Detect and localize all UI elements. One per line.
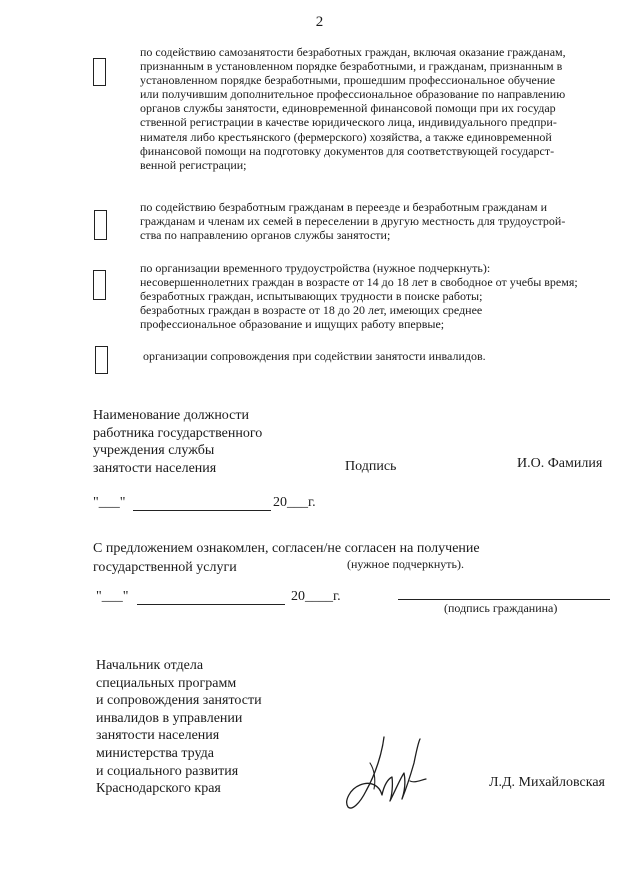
citizen-signature-line[interactable] <box>398 599 610 600</box>
text-line: несовершеннолетних граждан в возрасте от 14 до 18 лет в свободное от учебы время; <box>140 275 578 290</box>
name-label: И.О. Фамилия <box>517 456 603 471</box>
agreement-line: С предложением ознакомлен, согласен/не согласен на получение <box>93 541 480 556</box>
text-line: учреждения службы <box>93 443 215 459</box>
text-line: по содействию самозанятости безработных граждан, включая оказание гражданам, <box>140 45 566 59</box>
text-line: и социального развития <box>96 763 239 779</box>
text-line: или получившим дополнительное профессиональное образование по направлению <box>140 87 566 102</box>
text-line: финансовой помощи на подготовку документов для соответствующей государст- <box>140 143 555 158</box>
date-day-quote: "___" <box>93 495 126 510</box>
item-text-temporary-employment <box>140 261 578 331</box>
text-line: безработных граждан в возрасте от 18 до 20 лет, имеющих среднее <box>140 303 483 318</box>
text-line: занятости населения <box>96 728 220 744</box>
text-line: нимателя либо крестьянского (фермерского) хозяйства, а также единовременной <box>140 129 552 144</box>
text-line: специальных программ <box>96 675 237 691</box>
date-month-line[interactable] <box>137 604 285 605</box>
text-line: по содействию безработным гражданам в переезде и безработным гражданам и <box>140 200 548 214</box>
text-line: инвалидов в управлении <box>96 710 243 726</box>
checkbox[interactable] <box>94 210 107 240</box>
employee-position <box>93 407 262 477</box>
signature-label: Подпись <box>345 459 397 474</box>
head-name: Л.Д. Михайловская <box>489 775 605 790</box>
text-line: Наименование должности <box>93 408 249 423</box>
head-position <box>96 657 262 798</box>
checkbox[interactable] <box>93 270 106 300</box>
date-year: 20___г. <box>273 495 316 510</box>
text-line: венной регистрации; <box>140 157 247 172</box>
agreement-note: (нужное подчеркнуть). <box>347 557 464 571</box>
text-line: министерства труда <box>96 745 214 761</box>
text-line: и сопровождения занятости <box>96 693 262 709</box>
text-line: по организации временного трудоустройства (нужное подчеркнуть): <box>140 261 491 275</box>
text-line: ственной регистрации в качестве юридического лица, индивидуального предпри- <box>140 115 557 130</box>
page-number: 2 <box>315 14 324 30</box>
text-line: профессиональное образование и ищущих работу впервые; <box>140 317 445 332</box>
checkbox[interactable] <box>93 58 106 86</box>
handwritten-signature <box>340 733 435 818</box>
item-text-relocation <box>140 200 565 242</box>
text-line: гражданам и членам их семей в переселении в другую местность для трудоустрой- <box>140 214 566 229</box>
agreement-line-2: государственной услуги <box>93 560 237 575</box>
citizen-signature-label: (подпись гражданина) <box>444 601 558 615</box>
item-text-self-employment <box>140 45 566 172</box>
date-year: 20____г. <box>291 589 341 604</box>
checkbox[interactable] <box>95 346 108 374</box>
date-month-line[interactable] <box>133 510 271 511</box>
date-day-quote: "___" <box>96 589 129 604</box>
text-line: признанным в установленном порядке безработными, и гражданам, признанным в <box>140 59 563 74</box>
text-line: безработных граждан, испытывающих трудности в поиске работы; <box>140 289 483 304</box>
text-line: занятости населения <box>93 460 217 476</box>
item-text-disabled-support <box>143 349 486 363</box>
text-line: органов службы занятости, единовременной финансовой помощи при их государ <box>140 101 556 116</box>
text-line: Краснодарского края <box>96 781 221 797</box>
text-line: организации сопровождения при содействии занятости инвалидов. <box>143 349 486 363</box>
text-line: ства по направлению органов службы занятости; <box>140 228 391 243</box>
text-line: установленном порядке безработными, прошедшим профессиональное обучение <box>140 73 556 88</box>
text-line: Начальник отдела <box>96 658 204 673</box>
text-line: работника государственного <box>93 425 263 441</box>
